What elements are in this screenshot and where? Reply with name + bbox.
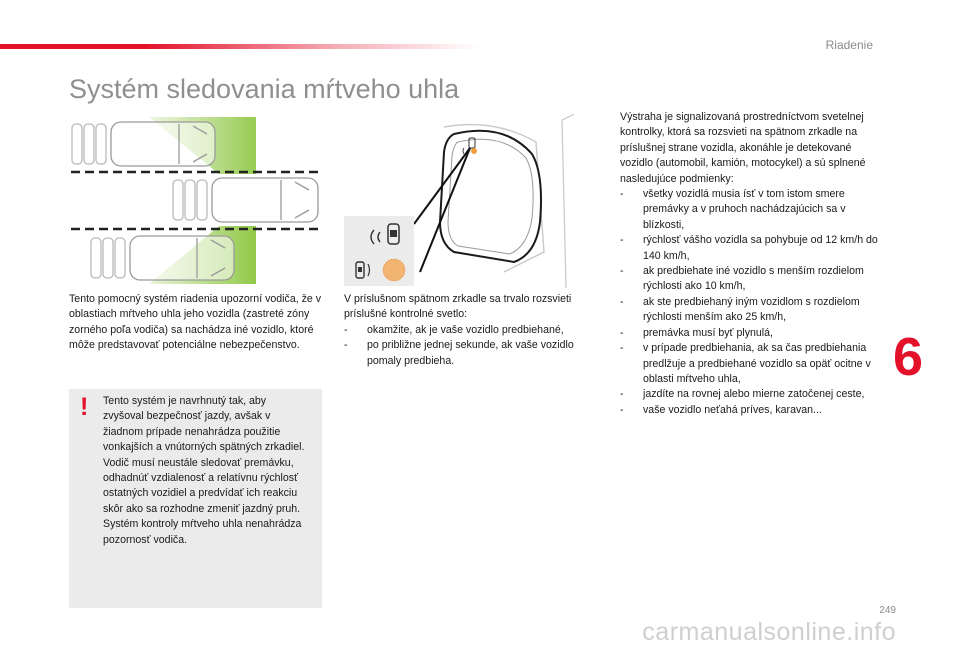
section-title: Riadenie bbox=[825, 38, 873, 52]
conditions-intro: Výstraha je signalizovaná prostredníctvom svetelnej kontrolky, ktorá sa rozsvieti na spätnom zrkadle na príslušnej strane vozidla, akonáhle je detekované vozidlo (automobil, kamión, motocykel) a sú splnené nasledujúce podmienky: bbox=[620, 111, 866, 185]
vehicle-bottom bbox=[91, 236, 234, 280]
list-item: - okamžite, ak je vaše vozidlo predbiehané, bbox=[344, 323, 594, 338]
vehicle-middle bbox=[173, 178, 318, 222]
blind-spot-zones-illustration bbox=[69, 112, 326, 288]
list-item: - rýchlosť vášho vozidla sa pohybuje od 12 km/h do 140 km/h, bbox=[620, 233, 882, 264]
vehicle-top bbox=[72, 122, 215, 166]
list-item: - ak ste predbiehaný iným vozidlom s rozdielom rýchlosti menším ako 25 km/h, bbox=[620, 295, 882, 326]
warning-box bbox=[69, 389, 322, 608]
indicator-behavior-list bbox=[344, 323, 594, 369]
list-item: - všetky vozidlá musia ísť v tom istom smere premávky a v pruhoch nachádzajúcich sa v blízkosti, bbox=[620, 187, 882, 233]
warning-icon: ! bbox=[80, 393, 89, 421]
conditions-list bbox=[620, 187, 882, 418]
watermark: carmanualsonline.info bbox=[642, 618, 896, 646]
warning-text: Tento systém je navrhnutý tak, aby zvyšoval bezpečnosť jazdy, avšak v žiadnom prípade nenahrádza použitie vonkajších a vnútorných spätných zrkadiel. Vodič musí neustále sledovať premávku, odhadnúť vzdialenosť a relatívnu rýchlosť ostatných vozidiel a predvídať ich reakciu skôr ako sa rozhodne zmeniť jazdný pruh. Systém kontroly mŕtveho uhla nenahrádza pozornosť vodiča. bbox=[103, 395, 305, 546]
intro-paragraph: Tento pomocný systém riadenia upozorní vodiča, že v oblastiach mŕtveho uhla jeho vozidla (zastreté zóny zorného poľa vodiča) sa nachádza iné vozidlo, ktoré môže predstavovať potenciálne nebezpečenstvo. bbox=[69, 293, 322, 352]
list-item: - po približne jednej sekunde, ak vaše vozidlo pomaly predbieha. bbox=[344, 338, 594, 369]
list-item: - jazdíte na rovnej alebo mierne zatočenej ceste, bbox=[620, 387, 882, 402]
mirror-indicator-illustration bbox=[344, 112, 574, 288]
list-item: - v prípade predbiehania, ak sa čas predbiehania predlžuje a predbiehané vozidlo sa opäť ocitne v oblasti mŕtveho uhla, bbox=[620, 341, 882, 387]
page-title: Systém sledovania mŕtveho uhla bbox=[69, 74, 460, 104]
chapter-number: 6 bbox=[893, 327, 924, 387]
side-mirror bbox=[440, 131, 541, 262]
page-number: 249 bbox=[879, 605, 896, 616]
list-item: - ak predbiehate iné vozidlo s menším rozdielom rýchlosti ako 10 km/h, bbox=[620, 264, 882, 295]
list-item: - premávka musí byť plynulá, bbox=[620, 326, 882, 341]
indicator-behavior-intro: V príslušnom spätnom zrkadle sa trvalo rozsvieti príslušné kontrolné svetlo: bbox=[344, 293, 572, 321]
list-item: - vaše vozidlo neťahá príves, karavan... bbox=[620, 403, 882, 418]
header-accent-bar bbox=[0, 44, 480, 49]
conditions-section bbox=[620, 110, 882, 418]
indicator-behavior-section bbox=[344, 292, 594, 369]
